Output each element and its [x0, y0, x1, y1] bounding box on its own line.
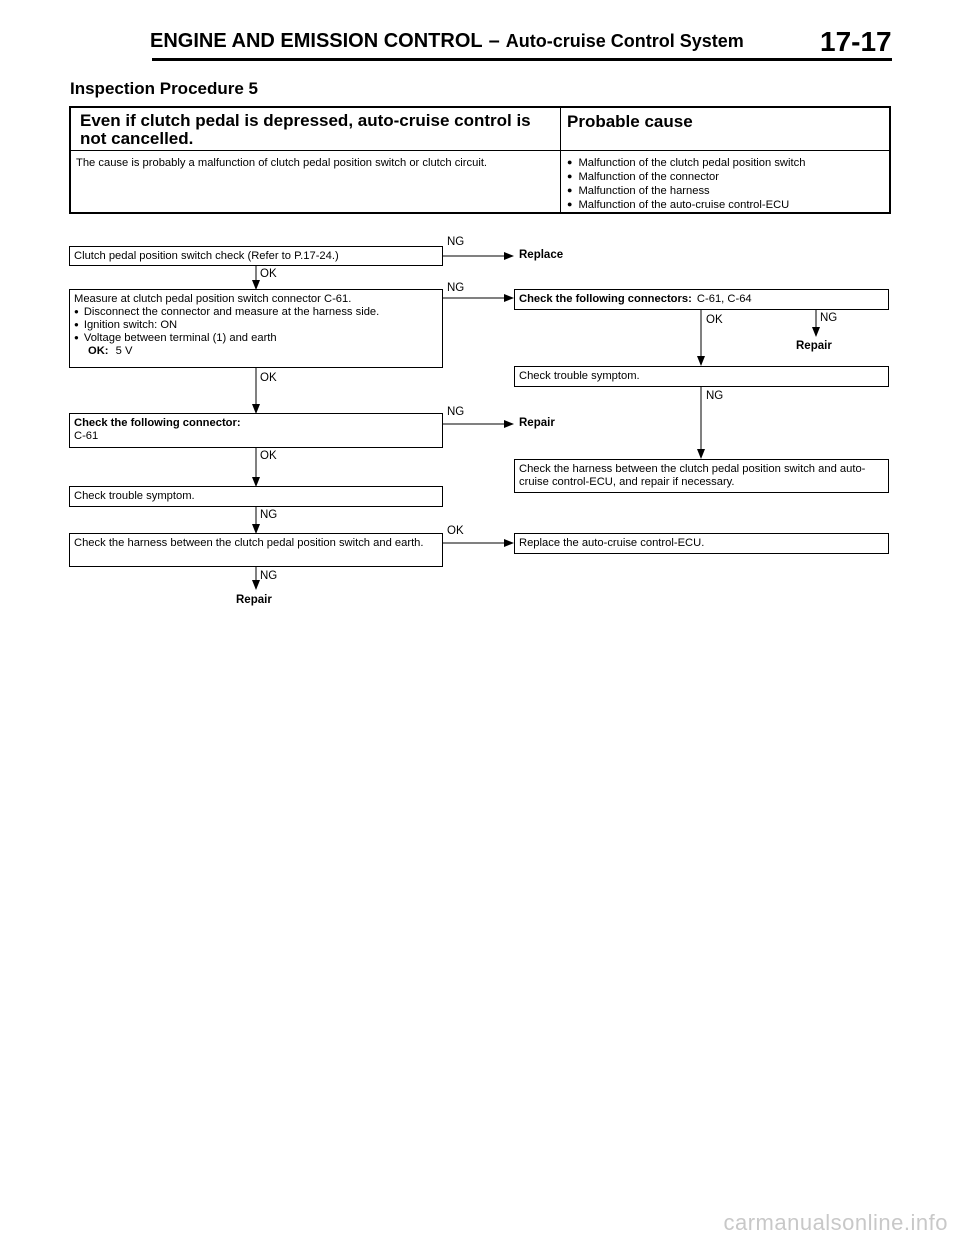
step-connector-check-box [69, 413, 443, 448]
label-ok: OK [260, 450, 277, 462]
measure-item: ● Voltage between terminal (1) and earth [74, 332, 438, 345]
result-repair: Repair [236, 594, 272, 606]
watermark: carmanualsonline.info [723, 1210, 948, 1235]
right-connectors-ids: C-61, C-64 [696, 293, 752, 305]
label-ok: OK [260, 268, 277, 280]
right-harness-ecu-box [514, 459, 889, 493]
cause-item: ● Malfunction of the connector [567, 170, 805, 184]
step-connector-title: Check the following connector: [74, 417, 241, 429]
label-ng: NG [260, 570, 278, 582]
header-dash: – [488, 30, 500, 52]
label-ok: OK [447, 525, 464, 537]
probable-cause-heading: Probable cause [567, 112, 693, 131]
measure-ok-value: 5 V [115, 345, 133, 357]
cause-item: ● Malfunction of the auto-cruise control-ECU [567, 198, 805, 212]
measure-ok-line [74, 345, 438, 358]
result-repair: Repair [519, 417, 555, 429]
cause-item: ● Malfunction of the harness [567, 184, 805, 198]
step-measure-title: Measure at clutch pedal position switch connector C-61. [74, 293, 352, 305]
step-harness-earth-text: Check the harness between the clutch pedal position switch and earth. [74, 537, 424, 549]
step-harness-earth-box [69, 533, 443, 567]
cause-item: ● Malfunction of the clutch pedal position switch [567, 156, 805, 170]
step-switch-check-text: Clutch pedal position switch check (Refer to P.17-24.) [74, 250, 339, 262]
step-measure-box [69, 289, 443, 368]
step-trouble-symptom-text: Check trouble symptom. [74, 490, 195, 502]
symptom-heading: Even if clutch pedal is depressed, auto-cruise control is not cancelled. [80, 111, 531, 148]
label-ng: NG [447, 406, 465, 418]
right-trouble-symptom-box [514, 366, 889, 387]
measure-ok-label: OK: [88, 345, 109, 357]
replace-ecu-text: Replace the auto-cruise control-ECU. [519, 537, 705, 549]
label-ng: NG [447, 282, 465, 294]
step-connector-id: C-61 [74, 430, 99, 442]
replace-ecu-box [514, 533, 889, 554]
result-repair: Repair [796, 340, 832, 352]
label-ng: NG [706, 390, 724, 402]
section-title: ENGINE AND EMISSION CONTROL [150, 30, 483, 52]
page-number: 17-17 [820, 26, 892, 57]
right-connectors-box [514, 289, 889, 310]
measure-item: ● Ignition switch: ON [74, 319, 438, 332]
procedure-title: Inspection Procedure 5 [70, 79, 258, 98]
right-harness-ecu-text: Check the harness between the clutch pedal position switch and auto-cruise control-ECU, and repair if necessary. [519, 463, 866, 488]
label-ng: NG [820, 312, 838, 324]
step-switch-check-box [69, 246, 443, 266]
step-measure-list [74, 306, 438, 345]
label-ng: NG [260, 509, 278, 521]
label-ng: NG [447, 236, 465, 248]
measure-item: ● Disconnect the connector and measure at the harness side. [74, 306, 438, 319]
right-trouble-symptom-text: Check trouble symptom. [519, 370, 640, 382]
subsection-title: Auto-cruise Control System [505, 31, 744, 51]
step-trouble-symptom-box [69, 486, 443, 507]
label-ok: OK [706, 314, 723, 326]
cause-description: The cause is probably a malfunction of clutch pedal position switch or clutch circuit. [76, 157, 488, 169]
result-replace: Replace [519, 249, 564, 261]
right-connectors-title: Check the following connectors: [519, 293, 692, 305]
label-ok: OK [260, 372, 277, 384]
